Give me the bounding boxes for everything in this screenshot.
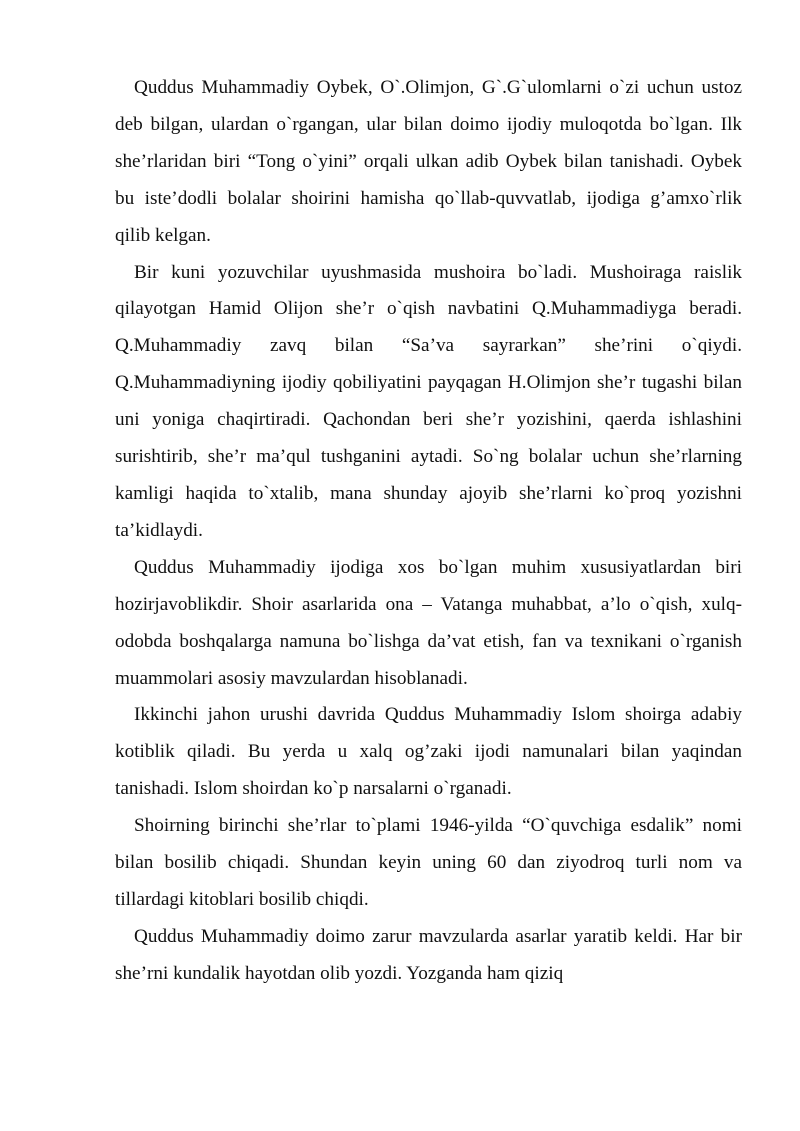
paragraph-first-collection: Shoirning birinchi she’rlar to`plami 1946-yilda “O`quvchiga esdalik” nomi bilan bosilib chiqadi. Shundan keyin uning 60 dan ziyodroq turli nom va tillardagi kitoblari bosilib chiqdi. bbox=[115, 815, 742, 910]
paragraph-mushoira: Bir kuni yozuvchilar uyushmasida mushoira bo`ladi. Mushoiraga raislik qilayotgan Hamid Olijon she’r o`qish navbatini Q.Muhammadiyga beradi. Q.Muhammadiy zavq bilan “Sa’va sayrarkan” she’rini o`qiydi. Q.Muhammadiyning ijodiy qobiliyatini payqagan H.Olimjon she’r tugashi bilan uni yoniga chaqirtiradi. Qachondan beri she’r yozishini, qaerda ishlashini surishtirib, she’r ma’qul tushganini aytadi. So`ng bolalar uchun she’rlarning kamligi haqida to`xtalib, mana shunday ajoyib she’rlarni ko`proq yozishni ta’kidlaydi. bbox=[115, 261, 742, 541]
paragraph-hozirjavoblik: Quddus Muhammadiy ijodiga xos bo`lgan muhim xususiyatlardan biri hozirjavoblikdir. Shoir asarlarida ona – Vatanga muhabbat, a’lo o`qish, xulq-odobda boshqalarga namuna bo`lishga da’vat etish, fan va texnikani o`rganish muammolari asosiy mavzulardan hisoblanadi. bbox=[115, 556, 742, 689]
paragraph-themes: Quddus Muhammadiy doimo zarur mavzularda asarlar yaratib keldi. Har bir she’rni kundalik hayotdan olib yozdi. Yozganda ham qiziq bbox=[115, 925, 742, 984]
document-page bbox=[115, 70, 742, 993]
paragraph-war-years: Ikkinchi jahon urushi davrida Quddus Muhammadiy Islom shoirga adabiy kotiblik qiladi. Bu yerda u xalq og’zaki ijodi namunalari bilan yaqindan tanishadi. Islom shoirdan ko`p narsalarni o`rganadi. bbox=[115, 704, 742, 800]
paragraph-mentors: Quddus Muhammadiy Oybek, O`.Olimjon, G`.G`ulomlarni o`zi uchun ustoz deb bilgan, ulardan o`rgangan, ular bilan doimo ijodiy muloqotda bo`lgan. Ilk she’rlaridan biri “Tong o`yini” orqali ulkan adib Oybek bilan tanishadi. Oybek bu iste’dodli bolalar shoirini hamisha qo`llab-quvvatlab, ijodiga g’amxo`rlik qilib kelgan. bbox=[115, 77, 742, 246]
